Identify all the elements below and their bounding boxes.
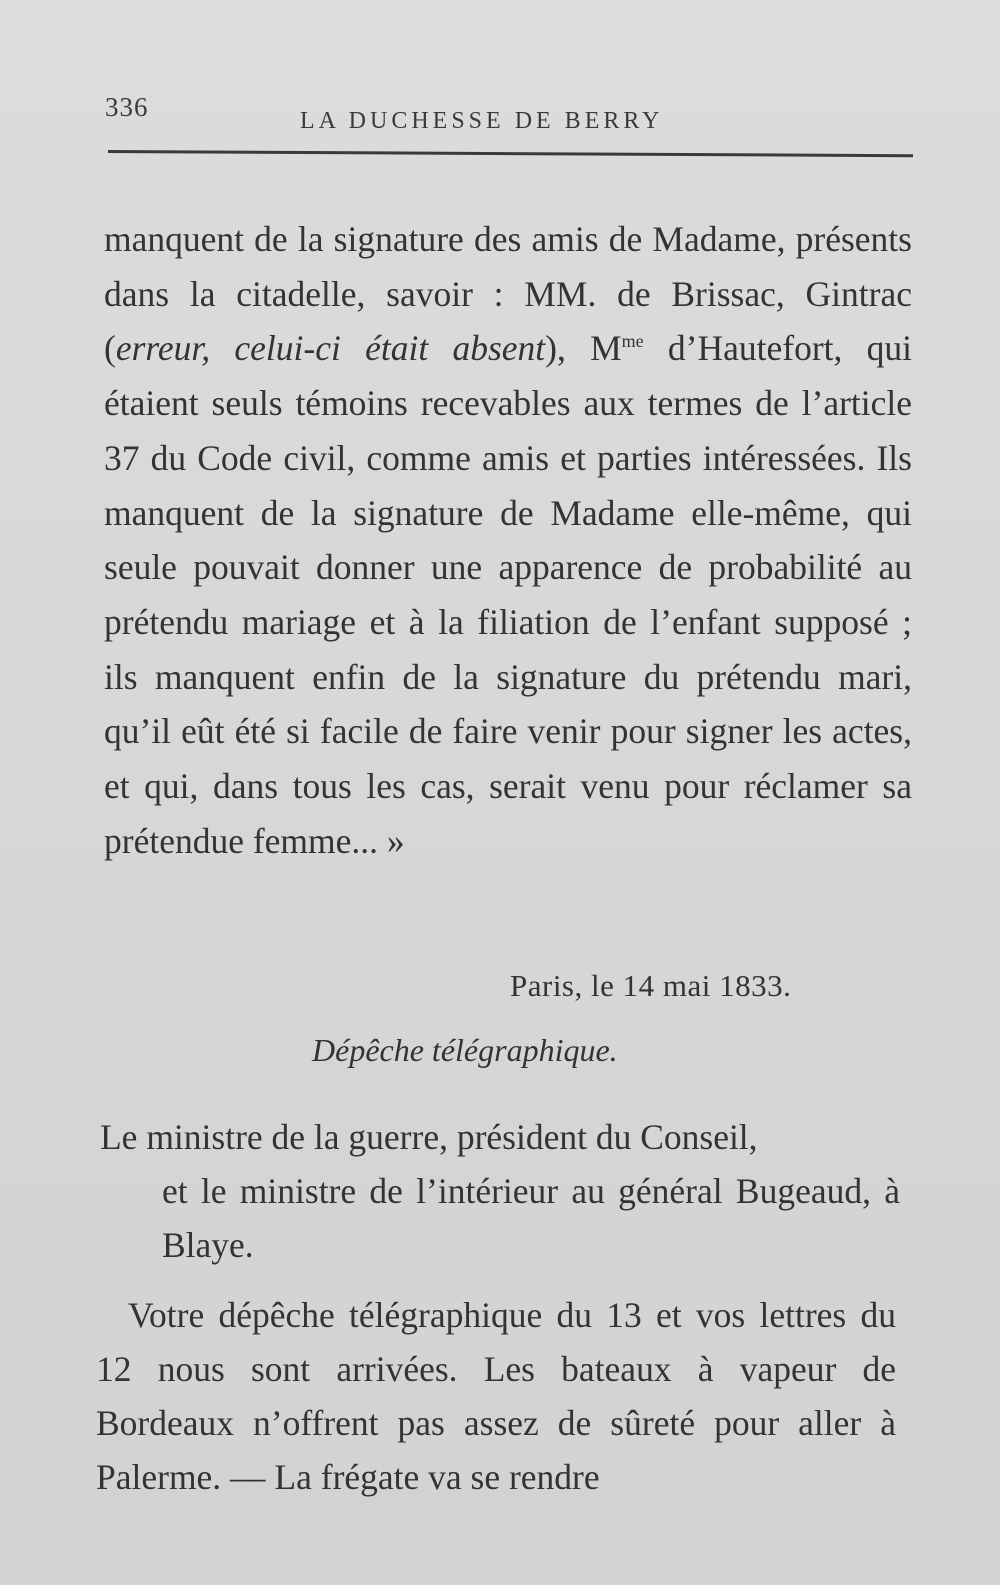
dateline: Paris, le 14 mai 1833. [510,968,792,1003]
running-title: LA DUCHESSE DE BERRY [300,108,664,134]
page-number: 336 [105,92,149,122]
address-line: Le ministre de la guerre, président du Conseil, [100,1117,758,1157]
italic-note: erreur, celui-ci était absent [115,328,546,369]
address-block [100,1110,900,1272]
paragraph-text: d’Hautefort, qui étaient seuls témoins recevables aux termes de l’article 37 du Code civil, comme amis et parties intéressées. Ils manquent de la signature de Madame elle-même, qui seule pouvait donner une apparence de probabilité au prétendu mariage et à la filiation de l’enfant supposé ; ils manquent enfin de la signature du prétendu mari, qu’il eût été si facile de faire venir pour signer les actes, et qui, dans tous les cas, serait venu pour réclamer sa prétendue femme... » [104,328,912,861]
body-paragraph [104,212,912,868]
address-line-indented: et le ministre de l’intérieur au général Bugeaud, à Blaye. [162,1171,900,1265]
section-title: Dépêche télégraphique. [312,1032,618,1068]
superscript: me [621,331,644,352]
header-rule [108,150,913,157]
letter-paragraph: Votre dépêche télégraphique du 13 et vos lettres du 12 nous sont arrivées. Les bateaux à vapeur de Bordeaux n’offrent pas assez de sûreté pour aller à Palerme. — La frégate va se rendre [96,1295,896,1497]
paragraph-text: manquent de la signature des amis de Madame, présents dans la citadelle, savoir : MM. de Brissac, Gintrac ( [104,219,912,369]
paragraph-text: ), M [545,328,622,369]
